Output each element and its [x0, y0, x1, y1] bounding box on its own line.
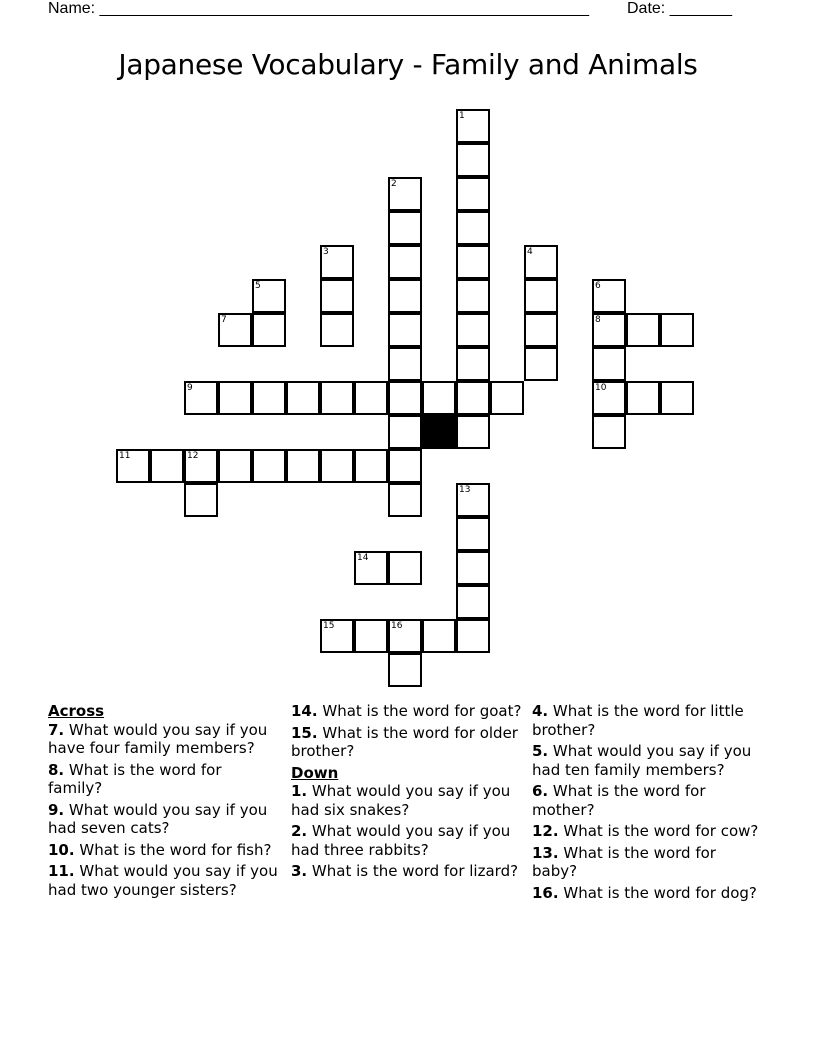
grid-cell[interactable]: [388, 313, 422, 347]
clue-text: What would you say if you had six snakes?: [291, 782, 511, 819]
grid-cell[interactable]: [524, 347, 558, 381]
grid-cell[interactable]: [524, 245, 558, 279]
grid-cell[interactable]: [218, 381, 252, 415]
grid-cell[interactable]: [592, 313, 626, 347]
clue-text: What would you say if you had two younger sisters?: [48, 862, 278, 899]
clue-item: [532, 702, 764, 739]
grid-cell[interactable]: [388, 619, 422, 653]
grid-cell[interactable]: [592, 279, 626, 313]
clue-item: [291, 724, 523, 761]
clue-number: 2.: [291, 822, 308, 840]
grid-cell[interactable]: [320, 279, 354, 313]
grid-cell[interactable]: [524, 279, 558, 313]
clue-number-label: 9: [187, 383, 193, 393]
grid-cell[interactable]: [320, 449, 354, 483]
grid-cell[interactable]: [252, 313, 286, 347]
grid-cell[interactable]: [116, 449, 150, 483]
clue-text: What is the word for family?: [48, 760, 222, 797]
clue-number: 4.: [532, 702, 549, 720]
block-cell: [422, 415, 456, 449]
clue-number-label: 13: [459, 485, 471, 495]
clue-text: What is the word for baby?: [532, 843, 716, 880]
grid-cell[interactable]: [388, 177, 422, 211]
grid-cell[interactable]: [456, 211, 490, 245]
grid-cell[interactable]: [660, 381, 694, 415]
clue-number-label: 7: [221, 315, 227, 325]
grid-cell[interactable]: [388, 245, 422, 279]
grid-cell[interactable]: [626, 381, 660, 415]
clue-number-label: 1: [459, 111, 465, 121]
clues-column-1: [48, 702, 280, 902]
clue-item: [291, 702, 523, 721]
clue-text: What would you say if you had three rabbits?: [291, 822, 511, 859]
grid-cell[interactable]: [252, 449, 286, 483]
grid-cell[interactable]: [184, 381, 218, 415]
grid-cell[interactable]: [456, 619, 490, 653]
clue-text: What is the word for dog?: [563, 883, 757, 902]
clue-text: What is the word for goat?: [322, 702, 522, 720]
page-title: Japanese Vocabulary - Family and Animals: [118, 48, 698, 81]
clues-column-3: [532, 702, 764, 905]
clue-number-label: 5: [255, 281, 261, 291]
clue-number-label: 12: [187, 451, 199, 461]
clue-number-label: 16: [391, 621, 403, 631]
clue-number-label: 11: [119, 451, 131, 461]
grid-cell[interactable]: [252, 279, 286, 313]
grid-cell[interactable]: [456, 313, 490, 347]
clue-text: What is the word for cow?: [563, 822, 759, 840]
grid-cell[interactable]: [286, 449, 320, 483]
clue-number-label: 2: [391, 179, 397, 189]
name-field[interactable]: Name: _______________________________________________________: [48, 0, 589, 17]
clue-text: What is the word for lizard?: [311, 862, 519, 880]
clue-number-label: 14: [357, 553, 369, 563]
grid-cell[interactable]: [320, 619, 354, 653]
grid-cell[interactable]: [456, 143, 490, 177]
clue-number: 11.: [48, 862, 75, 880]
clue-number: 7.: [48, 720, 65, 739]
clue-number: 16.: [532, 883, 559, 902]
clue-text: What is the word for older brother?: [291, 723, 518, 760]
grid-cell[interactable]: [320, 245, 354, 279]
grid-cell[interactable]: [388, 381, 422, 415]
grid-cell[interactable]: [456, 245, 490, 279]
grid-cell[interactable]: [456, 415, 490, 449]
grid-cell[interactable]: [286, 381, 320, 415]
clue-item: [532, 884, 764, 903]
across-heading: Across: [48, 702, 105, 720]
clue-number: 13.: [532, 843, 559, 862]
clue-item: [48, 761, 280, 798]
grid-cell[interactable]: [456, 517, 490, 551]
clue-number-label: 4: [527, 247, 533, 257]
clue-text: What would you say if you had ten family members?: [532, 742, 752, 779]
grid-cell[interactable]: [592, 381, 626, 415]
clue-number: 3.: [291, 862, 308, 880]
clue-number-label: 6: [595, 281, 601, 291]
date-field[interactable]: Date: _______: [627, 0, 732, 17]
clue-item: [532, 844, 764, 881]
clue-text: What would you say if you have four family members?: [48, 720, 268, 757]
clue-number: 6.: [532, 782, 549, 800]
clue-number-label: 3: [323, 247, 329, 257]
clue-number: 8.: [48, 760, 65, 779]
grid-cell[interactable]: [354, 619, 388, 653]
clue-text: What is the word for fish?: [79, 840, 272, 859]
grid-cell[interactable]: [150, 449, 184, 483]
grid-cell[interactable]: [626, 313, 660, 347]
grid-cell[interactable]: [456, 551, 490, 585]
clue-item: [48, 862, 280, 899]
clue-number-label: 10: [595, 383, 607, 393]
grid-cell[interactable]: [184, 449, 218, 483]
clue-item: [532, 822, 764, 841]
clue-item: [291, 782, 523, 819]
grid-cell[interactable]: [388, 653, 422, 687]
grid-cell[interactable]: [320, 313, 354, 347]
grid-cell[interactable]: [456, 177, 490, 211]
grid-cell[interactable]: [422, 619, 456, 653]
clue-number: 1.: [291, 782, 308, 800]
grid-cell[interactable]: [592, 347, 626, 381]
clue-item: [48, 801, 280, 838]
grid-cell[interactable]: [388, 449, 422, 483]
grid-cell[interactable]: [354, 449, 388, 483]
clue-number: 10.: [48, 840, 75, 859]
clue-text: What is the word for little brother?: [532, 702, 744, 739]
grid-cell[interactable]: [354, 551, 388, 585]
grid-cell[interactable]: [388, 211, 422, 245]
grid-cell[interactable]: [456, 381, 490, 415]
grid-cell[interactable]: [456, 109, 490, 143]
grid-cell[interactable]: [388, 483, 422, 517]
grid-cell[interactable]: [184, 483, 218, 517]
grid-cell[interactable]: [456, 483, 490, 517]
grid-cell[interactable]: [218, 313, 252, 347]
clue-number: 15.: [291, 723, 318, 742]
grid-cell[interactable]: [422, 381, 456, 415]
grid-cell[interactable]: [388, 347, 422, 381]
grid-cell[interactable]: [456, 347, 490, 381]
clue-number: 14.: [291, 702, 318, 720]
grid-cell[interactable]: [592, 415, 626, 449]
clue-number-label: 8: [595, 315, 601, 325]
grid-cell[interactable]: [320, 381, 354, 415]
grid-cell[interactable]: [252, 381, 286, 415]
grid-cell[interactable]: [490, 381, 524, 415]
clue-item: [291, 822, 523, 859]
clue-number: 5.: [532, 742, 549, 760]
grid-cell[interactable]: [388, 551, 422, 585]
grid-cell[interactable]: [524, 313, 558, 347]
grid-cell[interactable]: [218, 449, 252, 483]
clue-number-label: 15: [323, 621, 335, 631]
clue-item: [532, 782, 764, 819]
grid-cell[interactable]: [456, 279, 490, 313]
grid-cell[interactable]: [354, 381, 388, 415]
grid-cell[interactable]: [660, 313, 694, 347]
clue-number: 12.: [532, 822, 559, 840]
clue-text: What is the word for mother?: [532, 782, 706, 819]
clue-number: 9.: [48, 800, 65, 819]
down-heading: Down: [291, 763, 339, 782]
grid-cell[interactable]: [388, 279, 422, 313]
grid-cell[interactable]: [456, 585, 490, 619]
clue-text: What would you say if you had seven cats?: [48, 800, 268, 837]
clues-column-2: [291, 702, 523, 884]
clue-item: [532, 742, 764, 779]
grid-cell[interactable]: [388, 415, 422, 449]
clue-item: [291, 862, 523, 881]
clue-item: [48, 721, 280, 758]
clue-item: [48, 841, 280, 860]
